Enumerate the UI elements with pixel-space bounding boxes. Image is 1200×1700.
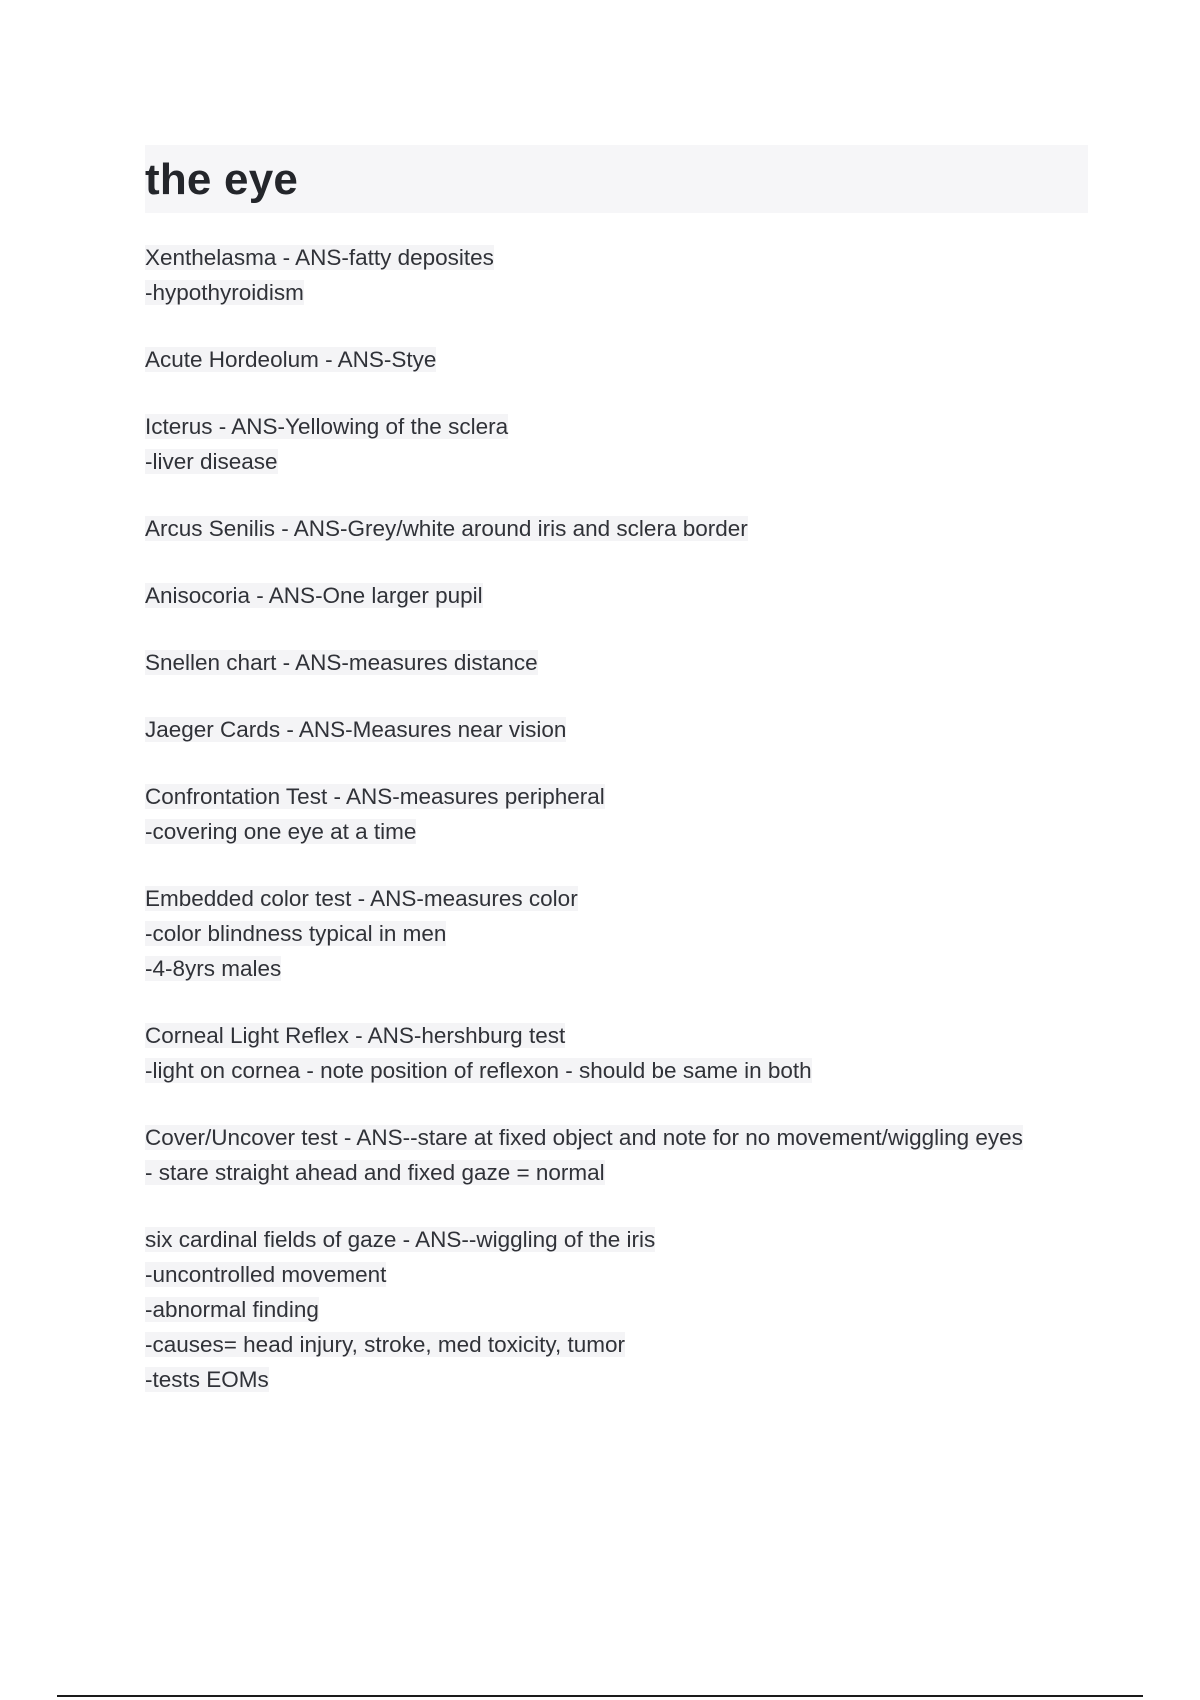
entry-line: -hypothyroidism — [145, 280, 304, 305]
entry-line: -4-8yrs males — [145, 956, 282, 981]
entry-line: -tests EOMs — [145, 1367, 269, 1392]
flashcard-entry — [145, 1122, 1065, 1192]
flashcard-entry — [145, 781, 1065, 851]
entry-line: Anisocoria - ANS-One larger pupil — [145, 583, 483, 608]
flashcard-entry — [145, 513, 1065, 548]
flashcard-entry — [145, 344, 1065, 379]
entry-line: six cardinal fields of gaze - ANS--wiggling of the iris — [145, 1227, 656, 1252]
entry-line: -color blindness typical in men — [145, 921, 447, 946]
flashcard-entry — [145, 883, 1065, 988]
entry-line: -light on cornea - note position of reflexon - should be same in both — [145, 1058, 812, 1083]
flashcard-entry — [145, 647, 1065, 682]
entry-line: -causes= head injury, stroke, med toxicity, tumor — [145, 1332, 625, 1357]
entry-line: Acute Hordeolum - ANS-Stye — [145, 347, 437, 372]
flashcard-entry — [145, 714, 1065, 749]
entry-line: Embedded color test - ANS-measures color — [145, 886, 578, 911]
title-bar — [145, 145, 1088, 213]
entry-line: Corneal Light Reflex - ANS-hershburg test — [145, 1023, 566, 1048]
page-title: the eye — [145, 155, 299, 204]
entry-line: -abnormal finding — [145, 1297, 319, 1322]
entry-line: Jaeger Cards - ANS-Measures near vision — [145, 717, 567, 742]
entry-line: Cover/Uncover test - ANS--stare at fixed object and note for no movement/wiggling eyes — [145, 1125, 1023, 1150]
entry-line: Xenthelasma - ANS-fatty deposites — [145, 245, 494, 270]
entry-line: Snellen chart - ANS-measures distance — [145, 650, 538, 675]
flashcard-entry — [145, 411, 1065, 481]
entry-line: -liver disease — [145, 449, 278, 474]
flashcard-entry — [145, 242, 1065, 312]
entry-line: - stare straight ahead and fixed gaze = normal — [145, 1160, 605, 1185]
entry-line: -uncontrolled movement — [145, 1262, 387, 1287]
entry-line: Icterus - ANS-Yellowing of the sclera — [145, 414, 509, 439]
entry-line: -covering one eye at a time — [145, 819, 417, 844]
entry-line: Confrontation Test - ANS-measures peripheral — [145, 784, 605, 809]
flashcard-entry — [145, 1224, 1065, 1399]
footer-divider — [57, 1695, 1143, 1697]
flashcard-entry — [145, 580, 1065, 615]
flashcard-entry — [145, 1020, 1065, 1090]
flashcard-list — [145, 242, 1065, 1431]
entry-line: Arcus Senilis - ANS-Grey/white around iris and sclera border — [145, 516, 748, 541]
